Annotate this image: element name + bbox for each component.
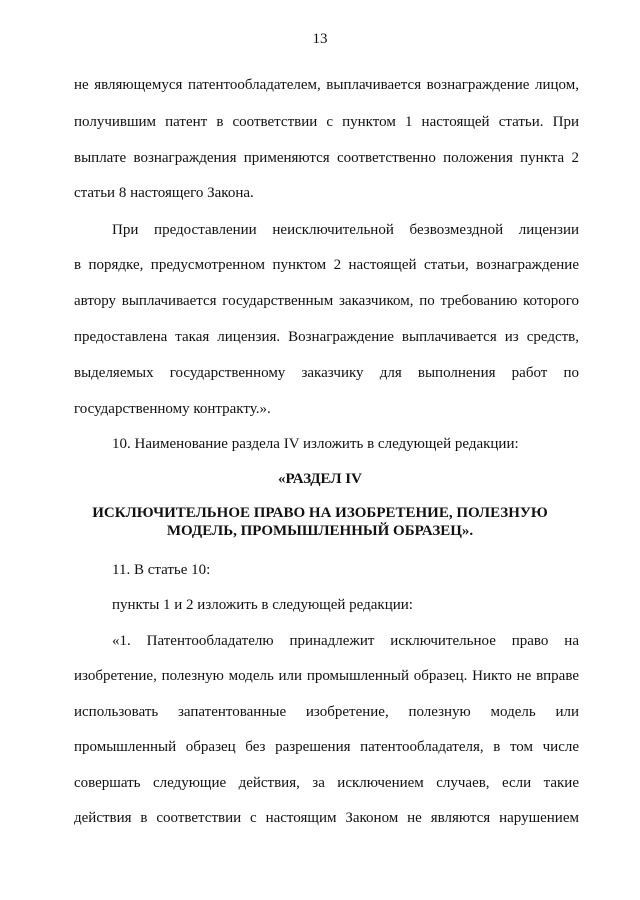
body-text-line: совершать следующие действия, за исключением случаев, если такие [74,775,579,791]
body-text-line: автору выплачивается государственным заказчиком, по требованию которого [74,293,579,309]
body-text-line: государственному контракту.». [74,401,271,417]
section-title: МОДЕЛЬ, ПРОМЫШЛЕННЫЙ ОБРАЗЕЦ». [166,523,474,539]
body-text-line: выделяемых государственному заказчику для выполнения работ по [74,365,579,381]
body-text-line: получившим патент в соответствии с пунктом 1 настоящей статьи. При [74,114,579,130]
body-text-line: 11. В статье 10: [112,562,211,578]
section-heading: «РАЗДЕЛ IV [278,471,362,487]
page-number: 13 [312,31,328,47]
body-text-line: изобретение, полезную модель или промышленный образец. Никто не вправе [74,668,579,684]
body-text-line: использовать запатентованные изобретение, полезную модель или [74,704,579,720]
body-text-line: в порядке, предусмотренном пунктом 2 настоящей статьи, вознаграждение [74,257,579,273]
body-text-line: предоставлена такая лицензия. Вознаграждение выплачивается из средств, [74,329,579,345]
body-text-line: «1. Патентообладателю принадлежит исключительное право на [112,633,579,649]
body-text-line: промышленный образец без разрешения патентообладателя, в том числе [74,739,579,755]
section-title: ИСКЛЮЧИТЕЛЬНОЕ ПРАВО НА ИЗОБРЕТЕНИЕ, ПОЛЕЗНУЮ [92,505,548,521]
body-text-line: 10. Наименование раздела IV изложить в следующей редакции: [112,436,519,452]
body-text-line: При предоставлении неисключительной безвозмездной лицензии [112,222,579,238]
body-text-line: пункты 1 и 2 изложить в следующей редакции: [112,597,413,613]
body-text-line: выплате вознаграждения применяются соответственно положения пункта 2 [74,150,579,166]
body-text-line: действия в соответствии с настоящим Законом не являются нарушением [74,810,579,826]
body-text-line: статьи 8 настоящего Закона. [74,185,254,201]
body-text-line: не являющемуся патентообладателем, выплачивается вознаграждение лицом, [74,77,579,93]
